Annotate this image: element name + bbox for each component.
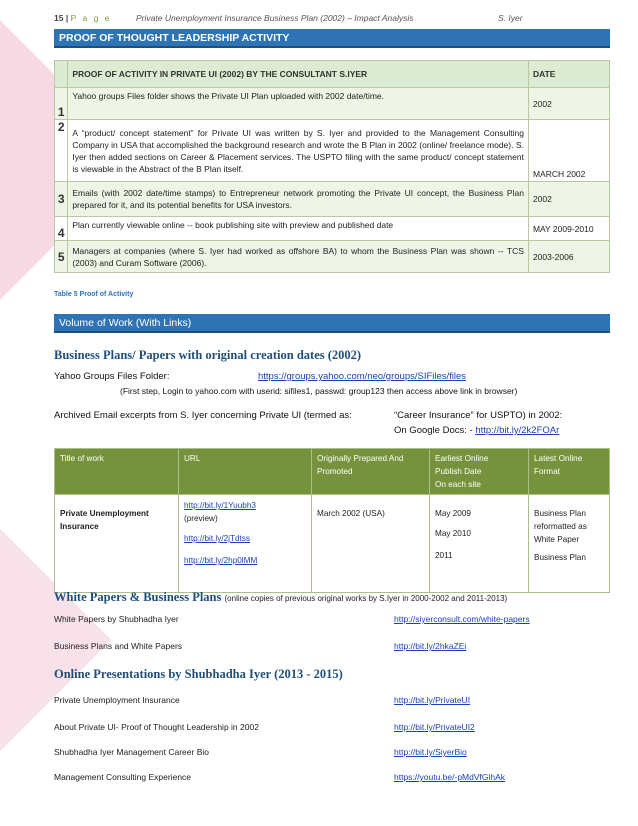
proof-table — [54, 60, 610, 273]
table-row: 2 A “product/ concept statement” for Private UI was written by S. Iyer and provided to the Management Consulting Company in USA that accomplished the background research and wrote the B Plan in 2002 (online/ freelance mode). S. Iyer then added sections on Career & Placement services. The USPTO filing with the same product/ concept statement is viewable in the Abstract of the B Plan itself. MARCH 2002 — [55, 120, 610, 182]
table-row: 3 Emails (with 2002 date/time stamps) to Entrepreneur network promoting the Private UI concept, the Business Plan prepared for it, and its potential benefits for USA investors. 2002 — [55, 182, 610, 217]
list-item: Shubhadha Iyer Management Career Bio http://bit.ly/SiyerBio — [54, 747, 467, 757]
table-row — [55, 495, 610, 593]
yahoo-label: Yahoo Groups Files Folder: — [54, 371, 170, 382]
work-original-date: March 2002 (USA) — [312, 495, 430, 593]
presentation-link[interactable]: https://youtu.be/-pMdVfGlhAk — [394, 772, 506, 782]
google-docs-line: On Google Docs: - http://bit.ly/2k2FOAr — [394, 425, 560, 436]
white-papers-note: (online copies of previous original works by S.Iyer in 2000-2002 and 2011-2013) — [224, 594, 508, 603]
presentation-link[interactable]: http://bit.ly/SiyerBio — [394, 747, 467, 757]
archived-email-term: “Career Insurance” for USPTO) in 2002: — [394, 410, 563, 421]
proof-table-header — [55, 61, 610, 88]
document-author: S. Iyer — [498, 13, 523, 23]
work-urls: http://bit.ly/1Yuubh3 (preview) http://bit.ly/2jTdtss http://bit.ly/2hp0lMM — [179, 495, 312, 593]
page-header — [54, 13, 610, 27]
column-earliest-online: Earliest Online Publish Date On each site — [430, 449, 529, 495]
list-item: Business Plans and White Papers http://bit.ly/2hkaZEi — [54, 641, 467, 651]
works-table — [54, 448, 610, 593]
column-title: Title of work — [55, 449, 179, 495]
white-papers-heading: White Papers & Business Plans (online copies of previous original works by S.Iyer in 2000-2002 and 2011-2013) — [54, 590, 508, 604]
yahoo-files-link[interactable]: https://groups.yahoo.com/neo/groups/SIFiles/files — [258, 371, 467, 382]
table-caption: Table 5 Proof of Activity — [54, 291, 134, 298]
section-bar-proof: PROOF OF THOUGHT LEADERSHIP ACTIVITY — [54, 29, 610, 48]
table-row: 4 Plan currently viewable online -- book publishing site with preview and published date MAY 2009-2010 — [55, 217, 610, 241]
business-plans-heading: Business Plans/ Papers with original creation dates (2002) — [54, 348, 362, 362]
google-docs-link[interactable]: http://bit.ly/2k2FOAr — [475, 425, 560, 436]
list-item: Management Consulting Experience https://youtu.be/-pMdVfGlhAk — [54, 772, 506, 782]
archived-email-label: Archived Email excerpts from S. Iyer concerning Private UI (termed as: — [54, 410, 352, 421]
table-row: 1 Yahoo groups Files folder shows the Private UI Plan uploaded with 2002 date/time. 2002 — [55, 88, 610, 120]
work-url-link-1[interactable]: http://bit.ly/1Yuubh3 — [184, 501, 256, 510]
work-url-link-2[interactable]: http://bit.ly/2jTdtss — [184, 534, 250, 543]
white-papers-link[interactable]: http://siyerconsult.com/white-papers — [394, 614, 530, 624]
work-earliest-dates: May 2009 May 2010 2011 — [430, 495, 529, 593]
table-row: 5 Managers at companies (where S. Iyer had worked as offshore BA) to whom the Business Plan was shown -- TCS (2003) and Curam Software (2006). 2003-2006 — [55, 241, 610, 273]
business-plans-link[interactable]: http://bit.ly/2hkaZEi — [394, 641, 467, 651]
column-latest-format: Latest Online Format — [529, 449, 610, 495]
document-title: Private Unemployment Insurance Business Plan (2002) – Impact Analysis — [136, 13, 414, 23]
presentation-link[interactable]: http://bit.ly/PrivateUI — [394, 695, 471, 705]
list-item: About Private UI- Proof of Thought Leadership in 2002 http://bit.ly/PrivateUI2 — [54, 722, 475, 732]
presentation-link[interactable]: http://bit.ly/PrivateUI2 — [394, 722, 475, 732]
list-item: White Papers by Shubhadha Iyer http://siyerconsult.com/white-papers — [54, 614, 530, 624]
section-bar-volume: Volume of Work (With Links) — [54, 314, 610, 333]
column-activity: PROOF OF ACTIVITY IN PRIVATE UI (2002) BY THE CONSULTANT S.IYER — [68, 61, 529, 88]
work-latest-format: Business Plan reformatted as White Paper Business Plan — [529, 495, 610, 593]
work-url-link-3[interactable]: http://bit.ly/2hp0lMM — [184, 556, 258, 565]
presentations-heading: Online Presentations by Shubhadha Iyer (2013 - 2015) — [54, 667, 343, 681]
column-date: DATE — [528, 61, 609, 88]
column-url: URL — [179, 449, 312, 495]
work-title: Private Unemployment Insurance — [55, 495, 179, 593]
yahoo-login-note: (First step, Login to yahoo.com with userid: sifiles1, passwd: group123 then access above link in browser) — [120, 386, 518, 396]
column-originally-prepared: Originally Prepared And Promoted — [312, 449, 430, 495]
works-table-header — [55, 449, 610, 495]
page-number: 15 | P a g e — [54, 13, 112, 23]
list-item: Private Unemployment Insurance http://bit.ly/PrivateUI — [54, 695, 471, 705]
